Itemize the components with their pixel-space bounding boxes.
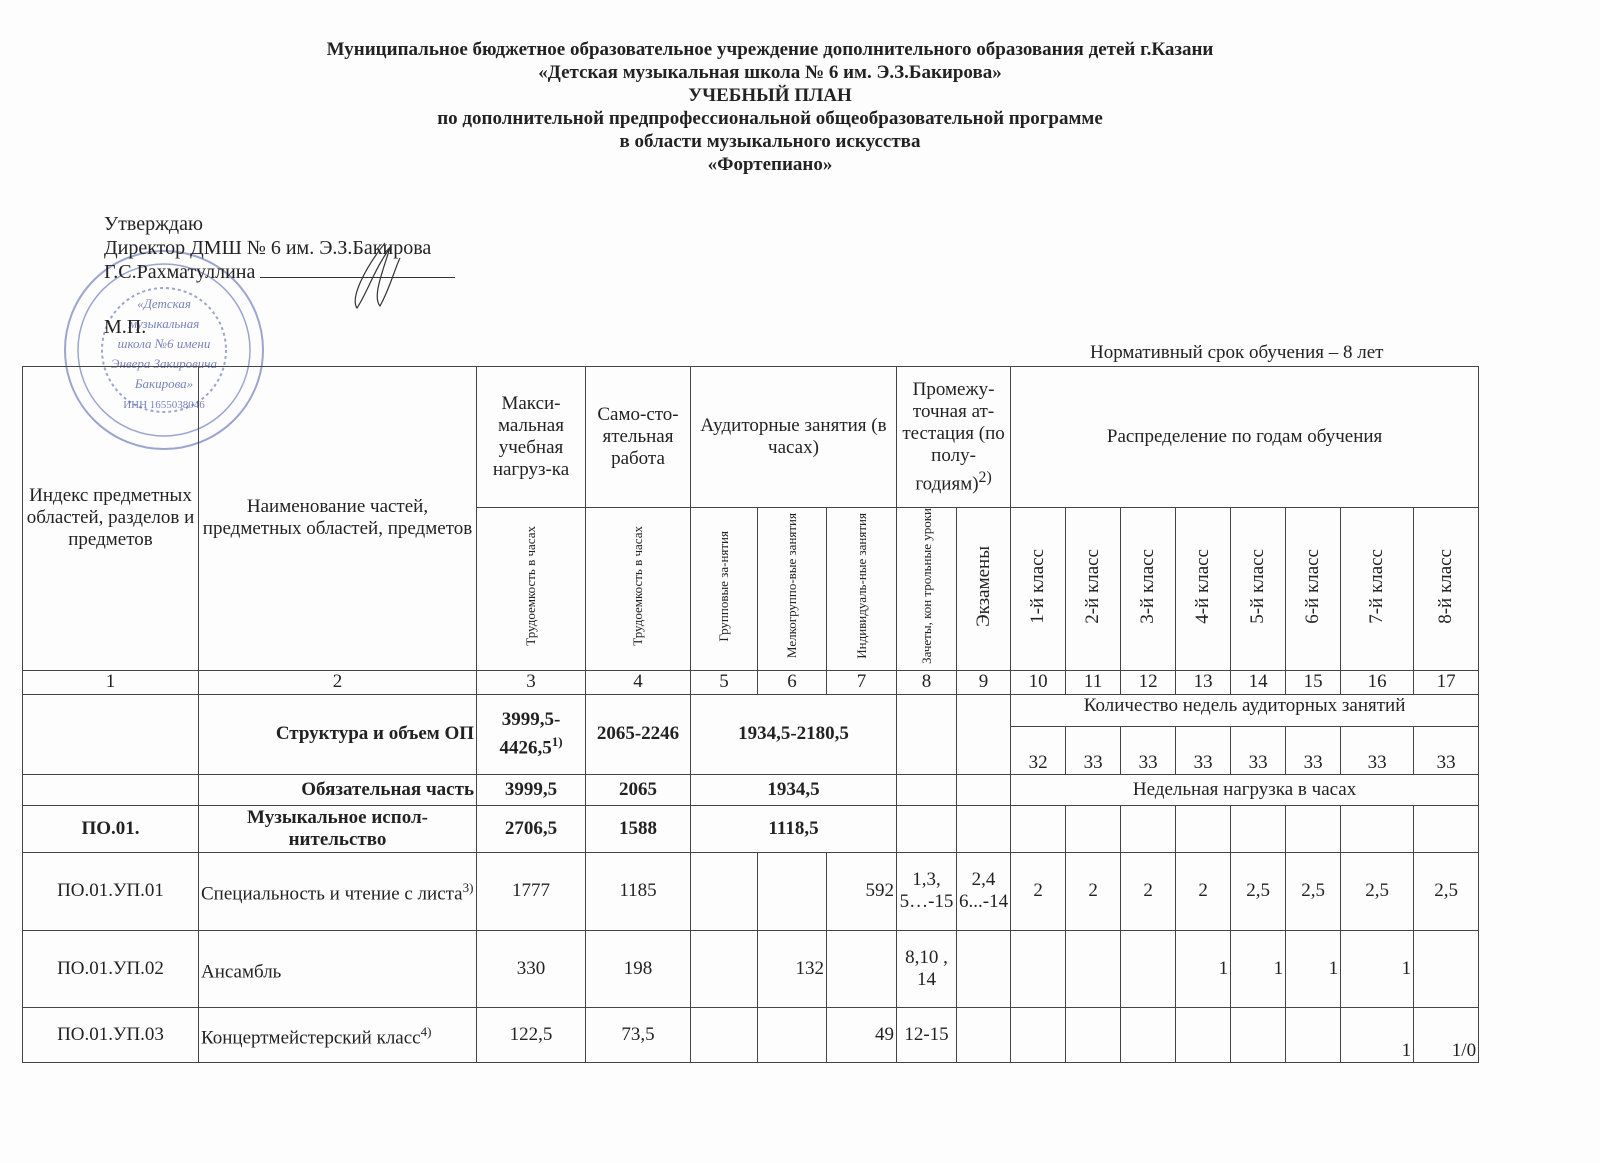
weeks-count: 33 [1341,726,1414,774]
year-load: 1 [1341,1007,1414,1062]
column-number: 10 [1011,670,1066,694]
column-number: 9 [957,670,1011,694]
weeks-label: Количество недель аудиторных занятий [1011,694,1479,726]
subheader-cell: Экзамены [957,508,1011,671]
year-load: 2,5 [1414,852,1479,930]
program-line: по дополнительной предпрофессиональной общеобразовательной программе [437,108,1103,129]
svg-text:Бакирова»: Бакирова» [134,376,194,391]
column-number: 13 [1176,670,1231,694]
year-load [1176,1007,1231,1062]
structure-classroom: 1934,5-2180,5 [691,694,897,774]
column-number-row [23,670,1479,694]
subheader-cell: Трудоемкость в часах [477,508,586,671]
max-load: 330 [477,930,586,1007]
year-load [1011,1007,1066,1062]
svg-text:музыкальная: музыкальная [128,316,200,331]
subheader-cell: 2-й класс [1066,508,1121,671]
subheader-cell: Зачеты, кон трольные уроки [897,508,957,671]
column-number: 14 [1231,670,1286,694]
weekly-load-label: Недельная нагрузка в часах [1011,774,1479,805]
mandatory-label: Обязательная часть [199,774,477,805]
column-number: 5 [691,670,758,694]
year-load: 1 [1176,930,1231,1007]
program-name: «Фортепиано» [707,154,833,175]
column-number: 7 [827,670,897,694]
column-number: 1 [23,670,199,694]
year-load: 2,5 [1286,852,1341,930]
weeks-count: 33 [1286,726,1341,774]
small-group-lessons [758,852,827,930]
weeks-count: 33 [1414,726,1479,774]
year-load: 1 [1231,930,1286,1007]
section-self: 1588 [586,805,691,852]
subheader-cell: 4-й класс [1176,508,1231,671]
subheader-cell: Мелкогруппо-вые занятия [758,508,827,671]
cell [897,774,957,805]
credits: 8,10 , 14 [897,930,957,1007]
table-row [23,930,1479,1007]
school-name: «Детская музыкальная школа № 6 им. Э.З.Бакирова» [538,62,1002,83]
year-load: 1 [1286,930,1341,1007]
group-lessons [691,852,758,930]
mandatory-self: 2065 [586,774,691,805]
self-work: 1185 [586,852,691,930]
small-group-lessons [758,1007,827,1062]
approver-name: Г.С.Рахматуллина [104,261,256,283]
header-attestation: Промежу-точная ат-тестация (по полу-годиям)$^{2)}$ [897,367,1011,508]
table-row [23,852,1479,930]
column-number: 8 [897,670,957,694]
credits: 12-15 [897,1007,957,1062]
credits: 1,3, 5…-15 [897,852,957,930]
section-row [23,805,1479,852]
year-load: 2 [1066,852,1121,930]
header-classroom: Аудиторные занятия (в часах) [691,367,897,508]
mandatory-classroom: 1934,5 [691,774,897,805]
header-distribution: Распределение по годам обучения [1011,367,1479,508]
subheader-cell: 3-й класс [1121,508,1176,671]
column-number: 16 [1341,670,1414,694]
year-load: 2 [1121,852,1176,930]
exams [957,930,1011,1007]
subheader-cell: Индивидуаль-ные занятия [827,508,897,671]
column-number: 17 [1414,670,1479,694]
column-number: 15 [1286,670,1341,694]
column-number: 2 [199,670,477,694]
individual-lessons: 49 [827,1007,897,1062]
year-load: 2,5 [1231,852,1286,930]
subheader-cell: 8-й класс [1414,508,1479,671]
svg-text:ИНН 1655038046: ИНН 1655038046 [123,399,205,411]
subheader-cell: 5-й класс [1231,508,1286,671]
exams [957,1007,1011,1062]
subheader-cell: Трудоемкость в часах [586,508,691,671]
subject-index: ПО.01.УП.03 [23,1007,199,1062]
subject-name: Ансамбль [199,930,477,1007]
subject-name: Концертмейстерский класс$^{4)}$ [199,1007,477,1062]
cell [957,774,1011,805]
self-work: 73,5 [586,1007,691,1062]
svg-text:Энвера Закировича: Энвера Закировича [111,356,217,371]
small-group-lessons: 132 [758,930,827,1007]
subheader-cell: 1-й класс [1011,508,1066,671]
year-load: 1 [1341,930,1414,1007]
column-number: 12 [1121,670,1176,694]
document-header [0,38,1540,176]
column-number: 3 [477,670,586,694]
year-load: 2 [1176,852,1231,930]
year-load [1066,930,1121,1007]
structure-max: 3999,5-4426,5$^{1)}$ [477,694,586,774]
column-number: 11 [1066,670,1121,694]
column-number: 6 [758,670,827,694]
year-load [1286,1007,1341,1062]
year-load: 1/0 [1414,1007,1479,1062]
section-index: ПО.01. [23,805,199,852]
institution-name: Муниципальное бюджетное образовательное учреждение дополнительного образования детей г.Казани [326,39,1214,60]
year-load [1066,1007,1121,1062]
column-number: 4 [586,670,691,694]
weeks-count: 33 [1066,726,1121,774]
document-title: УЧЕБНЫЙ ПЛАН [688,85,852,106]
header-name: Наименование частей, предметных областей, предметов [199,367,477,671]
weeks-count: 33 [1176,726,1231,774]
weeks-count: 32 [1011,726,1066,774]
signature [345,238,405,313]
section-name: Музыкальное испол-нительство [199,805,477,852]
section-classroom: 1118,5 [691,805,897,852]
cell [23,774,199,805]
table-row [23,1007,1479,1062]
group-lessons [691,930,758,1007]
subject-index: ПО.01.УП.02 [23,930,199,1007]
year-load [1121,1007,1176,1062]
weeks-count: 33 [1231,726,1286,774]
header-index: Индекс предметных областей, разделов и предметов [23,367,199,671]
max-load: 122,5 [477,1007,586,1062]
approval-heading: Утверждаю [104,213,203,235]
mandatory-max: 3999,5 [477,774,586,805]
subheader-cell: 6-й класс [1286,508,1341,671]
subheader-cell: 7-й класс [1341,508,1414,671]
header-self-work: Само-сто-ятельная работа [586,367,691,508]
section-max: 2706,5 [477,805,586,852]
svg-text:школа №6 имени: школа №6 имени [117,336,211,351]
svg-text:«Детская: «Детская [137,296,191,311]
year-load [1414,930,1479,1007]
curriculum-table [22,366,1479,1063]
individual-lessons [827,930,897,1007]
cell [897,694,957,774]
study-term: Нормативный срок обучения – 8 лет [1090,342,1384,363]
exams: 2,4 6...-14 [957,852,1011,930]
individual-lessons: 592 [827,852,897,930]
group-lessons [691,1007,758,1062]
year-load [1231,1007,1286,1062]
cell [23,694,199,774]
subject-index: ПО.01.УП.01 [23,852,199,930]
subheader-cell: Групповые за-нятия [691,508,758,671]
self-work: 198 [586,930,691,1007]
year-load: 2 [1011,852,1066,930]
max-load: 1777 [477,852,586,930]
header-max-load: Макси-мальная учебная нагруз-ка [477,367,586,508]
program-area: в области музыкального искусства [619,131,921,152]
seal-place-label: М.П. [104,316,147,338]
cell [957,694,1011,774]
year-load [1011,930,1066,1007]
approver-title: Директор ДМШ № 6 им. Э.З.Бакирова [104,237,432,259]
year-load: 2,5 [1341,852,1414,930]
year-load [1121,930,1176,1007]
structure-self: 2065-2246 [586,694,691,774]
structure-label: Структура и объем ОП [199,694,477,774]
subject-name: Специальность и чтение с листа$^{3)}$ [199,852,477,930]
weeks-count: 33 [1121,726,1176,774]
